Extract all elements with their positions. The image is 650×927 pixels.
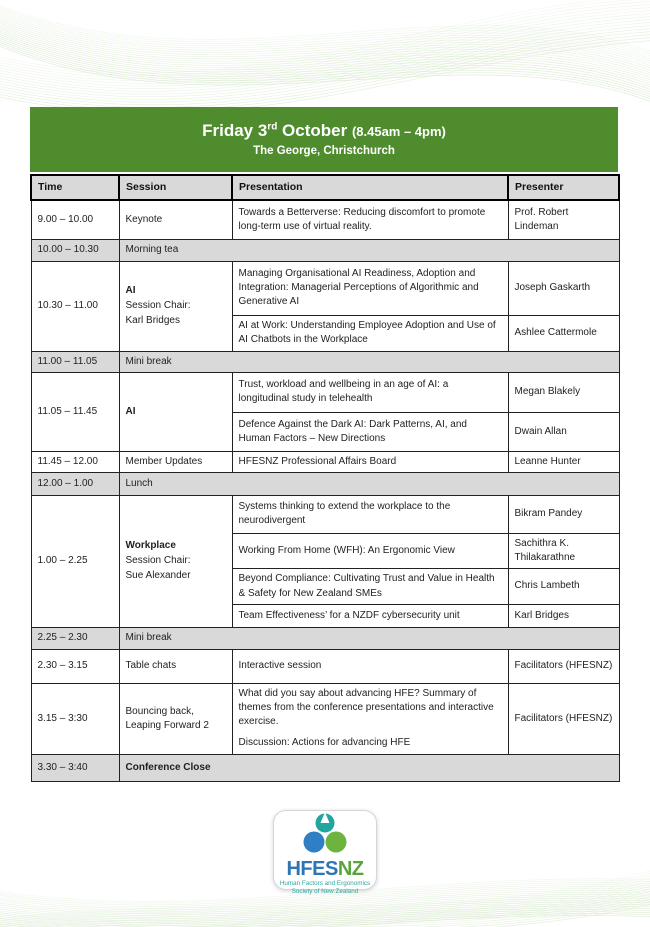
logo-acronym — [274, 859, 376, 879]
table-row-mini-break-1 — [31, 351, 619, 372]
table-row-lunch — [31, 472, 619, 495]
session-chair-label: Session Chair: — [125, 300, 191, 311]
time-cell: 3.15 – 3:30 — [31, 683, 119, 754]
session-title: Workplace — [125, 540, 176, 552]
presenter-cell: Ashlee Cattermole — [508, 315, 619, 351]
presentation-cell: Defence Against the Dark AI: Dark Patterns, AI, and Human Factors – New Directions — [232, 412, 508, 451]
presenter-cell: Joseph Gaskarth — [508, 261, 619, 315]
time-cell: 11.45 – 12.00 — [31, 451, 119, 472]
logo-tagline — [274, 880, 376, 896]
session-chair-name: Karl Bridges — [125, 315, 180, 327]
presenter-cell: Megan Blakely — [508, 372, 619, 412]
table-row-workplace-talk1 — [31, 495, 619, 533]
session-chair-label: Session Chair: — [125, 555, 191, 567]
presentation-paragraph-2: Discussion: Actions for advancing HFE — [238, 737, 411, 749]
presenter-cell: Bikram Pandey — [508, 495, 619, 533]
table-row-ai1-talk1 — [31, 261, 619, 315]
session-cell — [119, 261, 232, 351]
session-block — [126, 284, 226, 329]
presenter-cell: Facilitators (HFESNZ) — [508, 683, 619, 754]
table-header-row — [31, 175, 619, 200]
time-cell: 2.30 – 3.15 — [31, 649, 119, 683]
presentation-cell: Interactive session — [232, 649, 508, 683]
presentation-cell — [232, 683, 508, 754]
logo-tagline-line1: Human Factors and Ergonomics — [279, 880, 371, 887]
presentation-cell: Trust, workload and wellbeing in an age of AI: a longitudinal study in telehealth — [232, 372, 508, 412]
time-cell: 1.00 – 2.25 — [31, 495, 119, 627]
break-label-cell: Mini break — [119, 627, 619, 649]
presentation-cell: Beyond Compliance: Cultivating Trust and Value in Health & Safety for New Zealand SMEs — [232, 569, 508, 604]
session-block — [126, 539, 226, 584]
table-row-morning-tea — [31, 240, 619, 261]
presentation-cell: AI at Work: Understanding Employee Adoption and Use of AI Chatbots in the Workplace — [232, 315, 508, 351]
break-label-cell: Lunch — [119, 472, 619, 495]
hfesnz-logo — [273, 810, 377, 896]
session-cell: AI — [119, 372, 232, 451]
time-cell: 10.30 – 11.00 — [31, 261, 119, 351]
presenter-cell: Facilitators (HFESNZ) — [508, 649, 619, 683]
break-label-cell: Conference Close — [119, 754, 619, 781]
presentation-cell: HFESNZ Professional Affairs Board — [232, 451, 508, 472]
presenter-cell: Sachithra K. Thilakarathne — [508, 533, 619, 568]
table-row-bouncing-back — [31, 683, 619, 754]
presentation-cell: Managing Organisational AI Readiness, Adoption and Integration: Managerial Perceptions of Algorithmic and Generative AI — [232, 261, 508, 315]
banner-title-prefix: Friday 3 — [202, 120, 268, 140]
logo-acronym-nz: NZ — [337, 858, 364, 880]
break-label-cell: Morning tea — [119, 240, 619, 261]
time-cell: 11.05 – 11.45 — [31, 372, 119, 451]
hfesnz-logo-circles-icon — [274, 811, 376, 855]
table-row-table-chats — [31, 649, 619, 683]
session-chair-name: Sue Alexander — [125, 570, 191, 582]
column-header-time: Time — [31, 175, 119, 200]
session-cell: Bouncing back, Leaping Forward 2 — [119, 683, 232, 754]
banner-hours: (8.45am – 4pm) — [351, 123, 446, 139]
top-wave-decoration — [0, 0, 650, 110]
schedule-document — [30, 107, 618, 782]
session-cell — [119, 495, 232, 627]
banner-title-ordinal: rd — [267, 121, 278, 133]
table-row-mini-break-2 — [31, 627, 619, 649]
time-cell: 3.30 – 3:40 — [31, 754, 119, 781]
presenter-cell: Leanne Hunter — [508, 451, 619, 472]
banner-venue: The George, Christchurch — [253, 144, 395, 157]
presenter-cell: Dwain Allan — [508, 412, 619, 451]
session-cell: Table chats — [119, 649, 232, 683]
presentation-cell: Towards a Betterverse: Reducing discomfort to promote long-term use of virtual reality. — [232, 200, 508, 240]
break-label-cell: Mini break — [119, 351, 619, 372]
table-row-ai2-talk1 — [31, 372, 619, 412]
presenter-cell: Karl Bridges — [508, 604, 619, 627]
presenter-cell: Chris Lambeth — [508, 569, 619, 604]
session-cell: Member Updates — [119, 451, 232, 472]
presentation-cell: Team Effectiveness’ for a NZDF cybersecurity unit — [232, 604, 508, 627]
column-header-session: Session — [119, 175, 232, 200]
column-header-presentation: Presentation — [232, 175, 508, 200]
time-cell: 12.00 – 1.00 — [31, 472, 119, 495]
time-cell: 9.00 – 10.00 — [31, 200, 119, 240]
time-cell: 10.00 – 10.30 — [31, 240, 119, 261]
logo-acronym-hfes: HFES — [286, 858, 338, 880]
banner-title-suffix: October — [277, 120, 352, 140]
schedule-table — [30, 174, 620, 782]
presentation-paragraph-1: What did you say about advancing HFE? Summary of themes from the conference presentations and interactive exercise. — [238, 687, 494, 728]
presenter-cell: Prof. Robert Lindeman — [508, 200, 619, 240]
table-row-member-updates — [31, 451, 619, 472]
presentation-cell: Working From Home (WFH): An Ergonomic View — [232, 533, 508, 568]
column-header-presenter: Presenter — [508, 175, 619, 200]
table-row-conference-close — [31, 754, 619, 781]
banner-title — [30, 122, 618, 139]
time-cell: 2.25 – 2.30 — [31, 627, 119, 649]
day-banner — [30, 107, 618, 172]
logo-tagline-line2: Society of New Zealand — [291, 888, 359, 896]
time-cell: 11.00 – 11.05 — [31, 351, 119, 372]
table-row-keynote — [31, 200, 619, 240]
presentation-cell: Systems thinking to extend the workplace to the neurodivergent — [232, 495, 508, 533]
session-title: AI — [125, 284, 136, 296]
session-cell: Keynote — [119, 200, 232, 240]
